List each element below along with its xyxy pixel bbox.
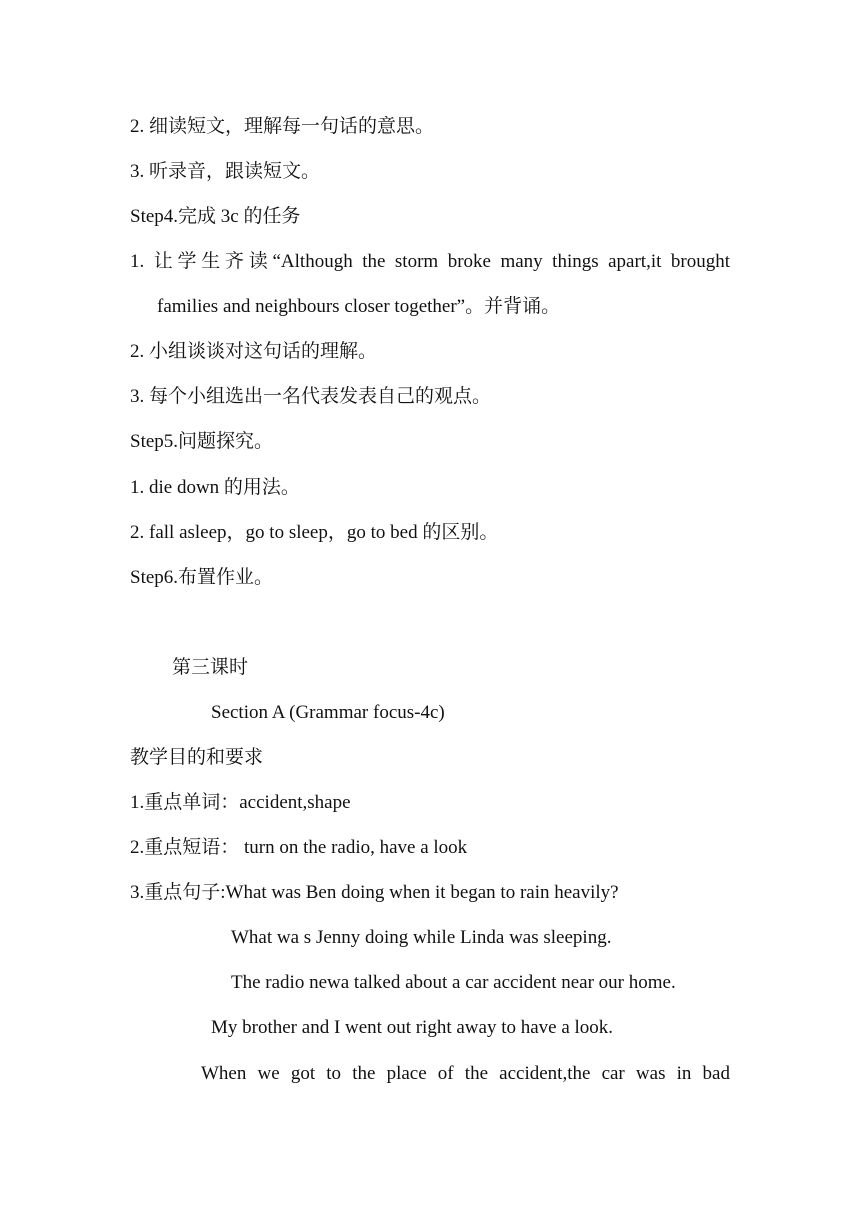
section-heading: 教学目的和要求: [130, 747, 264, 768]
text-line: The radio newa talked about a car accident near our home.: [231, 972, 676, 993]
text-line: My brother and I went out right away to have a look.: [211, 1017, 614, 1038]
text-line: 2. fall asleep，go to sleep，go to bed 的区别。: [130, 522, 499, 543]
text-line: 2. 小组谈谈对这句话的理解。: [130, 341, 378, 362]
text-line: 2. 细读短文，理解每一句话的意思。: [130, 116, 435, 137]
text-line: When we got to the place of the accident,the car was in bad: [201, 1063, 730, 1084]
lesson-title: 第三课时: [172, 657, 249, 678]
section-heading: Step5.问题探究。: [130, 431, 274, 452]
text-line: 3. 每个小组选出一名代表发表自己的观点。: [130, 386, 492, 407]
text-line: families and neighbours closer together”。并背诵。: [157, 296, 561, 317]
text-line: 2.重点短语： turn on the radio, have a look: [130, 837, 468, 858]
text-line: 1.重点单词：accident,shape: [130, 792, 351, 813]
text-line: What wa s Jenny doing while Linda was sleeping.: [231, 927, 612, 948]
text-line: 1. die down 的用法。: [130, 477, 300, 498]
text-line: 3.重点句子:What was Ben doing when it began to rain heavily?: [130, 882, 619, 903]
text-line: 1. 让学生齐读“Although the storm broke many things apart,it brought: [130, 251, 730, 272]
section-heading: Step6.布置作业。: [130, 567, 274, 588]
section-heading: Step4.完成 3c 的任务: [130, 206, 301, 227]
section-title: Section A (Grammar focus-4c): [211, 702, 445, 723]
text-line: 3. 听录音，跟读短文。: [130, 161, 321, 182]
